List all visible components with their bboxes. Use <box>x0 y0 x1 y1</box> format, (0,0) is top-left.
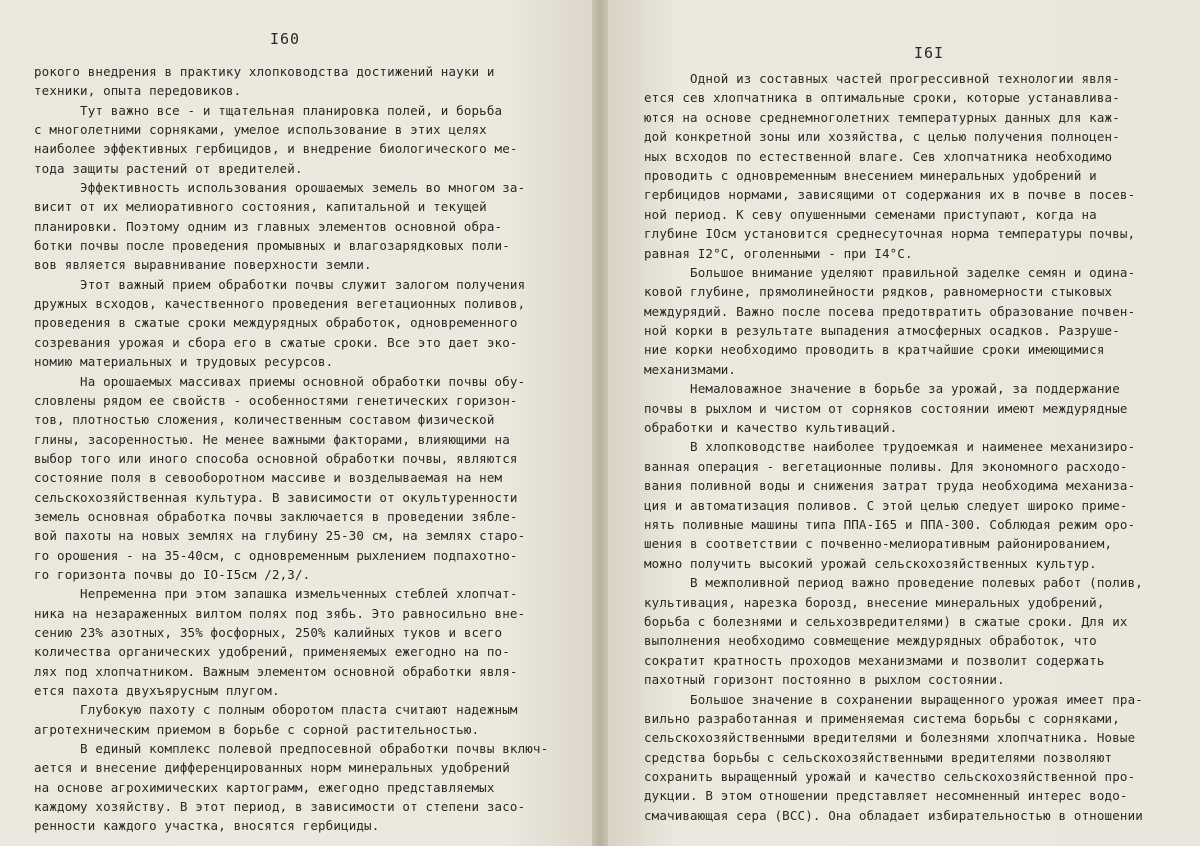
text-line: проводить с одновременным внесением минеральных удобрений и <box>644 167 1097 183</box>
text-line: го горизонта почвы до IO-I5см /2,3/. <box>34 566 311 582</box>
text-line: номию материальных и трудовых ресурсов. <box>34 354 334 370</box>
text-line: дукции. В этом отношении представляет несомненный интерес водо- <box>644 788 1128 804</box>
text-line: Эффективность использования орошаемых земель во многом за- <box>34 180 526 196</box>
text-line: В единый комплекс полевой предпосевной обработки почвы включ- <box>34 741 549 757</box>
text-line: шения в соответствии с почвенно-мелиоративным районированием, <box>644 536 1113 552</box>
text-line: можно получить высокий урожай сельскохозяйственных культур. <box>644 555 1097 571</box>
text-line: состояние поля в севооборотном массиве и возделываемая на нем <box>34 470 503 486</box>
right-page <box>608 0 1200 846</box>
text-line: ется пахота двухъярусным плугом. <box>34 683 280 698</box>
text-line: планировки. Поэтому одним из главных элементов основной обра- <box>34 218 503 234</box>
text-line: равная I2°C, оголенными - при I4°C. <box>644 245 913 261</box>
text-line: Большое значение в сохранении выращенного урожая имеет пра- <box>644 691 1143 707</box>
text-line: сельскохозяйственными вредителями и болезнями хлопчатника. Новые <box>644 730 1136 746</box>
text-line: агротехническим приемом в борьбе с сорной растительностью. <box>34 721 480 737</box>
text-line: вов является выравнивание поверхности земли. <box>34 257 372 273</box>
text-line: количества органических удобрений, применяемых ежегодно на по- <box>34 644 510 660</box>
text-line: рокого внедрения в практику хлопководства достижений науки и <box>34 64 495 79</box>
text-line: дой конкретной зоны или хозяйства, с целью получения полноцен- <box>644 129 1120 145</box>
text-line: почвы в рыхлом и чистом от сорняков состоянии имеют междурядные <box>644 400 1128 416</box>
text-line: ция и автоматизация поливов. С этой целью следует широко приме- <box>644 497 1128 513</box>
text-line: сельскохозяйственная культура. В зависимости от окультуренности <box>34 489 518 505</box>
text-line: тода защиты растений от вредителей. <box>34 160 303 176</box>
book-gutter <box>592 0 608 846</box>
text-line: го орошения - на 35-40см, с одновременным рыхлением подпахотно- <box>34 547 518 563</box>
text-line: ется сев хлопчатника в оптимальные сроки, которые устанавлива- <box>644 90 1120 106</box>
text-line: тов, плотностью сложения, количественным составом физической <box>34 412 495 428</box>
text-line: Большое внимание уделяют правильной заделке семян и одина- <box>644 264 1136 280</box>
left-page-text <box>34 62 548 836</box>
text-line: сократит кратность проходов механизмами и позволит содержать <box>644 652 1105 668</box>
right-page-text <box>644 69 1143 825</box>
text-line: ются на основе среднемноголетних температурных данных для каж- <box>644 109 1120 125</box>
left-page <box>0 0 592 846</box>
text-line: техники, опыта передовиков. <box>34 83 242 99</box>
text-line: междурядий. Важно после посева предотвратить образование почвен- <box>644 303 1136 319</box>
text-line: Глубокую пахоту с полным оборотом пласта считают надежным <box>34 702 518 718</box>
text-line: На орошаемых массивах приемы основной обработки почвы обу- <box>34 373 526 389</box>
text-line: ние корки необходимо проводить в кратчайшие сроки имеющимися <box>644 342 1105 358</box>
text-line: В хлопководстве наиболее трудоемкая и наименее механизиро- <box>644 439 1136 455</box>
text-line: Этот важный прием обработки почвы служит залогом получения <box>34 276 526 292</box>
text-line: В межполивной период важно проведение полевых работ (полив, <box>644 575 1143 591</box>
text-line: Тут важно все - и тщательная планировка полей, и борьба <box>34 102 503 118</box>
text-line: дружных всходов, качественного проведения вегетационных поливов, <box>34 296 526 312</box>
text-line: наиболее эффективных гербицидов, и внедрение биологического ме- <box>34 141 518 157</box>
right-page-number: I6I <box>914 44 945 62</box>
text-line: вой пахоты на новых землях на глубину 25-30 см, на землях старо- <box>34 528 526 544</box>
text-line: выполнения необходимо совмещение междурядных обработок, что <box>644 633 1097 649</box>
left-page-number: I60 <box>270 30 301 48</box>
text-line: глины, засоренностью. Не менее важными факторами, влияющими на <box>34 431 510 447</box>
text-line: ной период. К севу опушенными семенами приступают, когда на <box>644 206 1097 222</box>
text-line: ных всходов по естественной влаге. Сев хлопчатника необходимо <box>644 148 1113 164</box>
text-line: обработки и качество культиваций. <box>644 420 898 436</box>
text-line: на основе агрохимических картограмм, ежегодно представляемых <box>34 779 495 795</box>
text-line: ается и внесение дифференцированных норм минеральных удобрений <box>34 760 510 776</box>
text-line: нять поливные машины типа ППА-I65 и ППА-300. Соблюдая режим оро- <box>644 516 1136 532</box>
text-line: каждому хозяйству. В этот период, в зависимости от степени засо- <box>34 799 526 815</box>
text-line: вания поливной воды и снижения затрат труда необходима механиза- <box>644 478 1136 494</box>
text-line: ника на незараженных вилтом полях под зябь. Это равносильно вне- <box>34 605 526 621</box>
text-line: земель основная обработка почвы заключается в проведении зябле- <box>34 508 518 524</box>
text-line: Немаловажное значение в борьбе за урожай, за поддержание <box>644 381 1120 397</box>
text-line: висит от их мелиоративного состояния, капитальной и текущей <box>34 199 487 215</box>
text-line: словлены рядом ее свойств - особенностями генетических горизон- <box>34 392 518 408</box>
text-line: ной корки в результате выпадения атмосферных осадков. Разруше- <box>644 323 1120 339</box>
text-line: ренности каждого участка, вносятся гербициды. <box>34 818 380 834</box>
text-line: лях под хлопчатником. Важным элементом основной обработки явля- <box>34 663 518 679</box>
text-line: гербицидов нормами, зависящими от содержания их в почве в посев- <box>644 187 1136 203</box>
text-line: созревания урожая и сбора его в сжатые сроки. Все это дает эко- <box>34 334 518 350</box>
text-line: сохранить выращенный урожай и качество сельскохозяйственной про- <box>644 769 1136 785</box>
text-line: Непременна при этом запашка измельченных стеблей хлопчат- <box>34 586 518 602</box>
text-line: выбор того или иного способа основной обработки почвы, являются <box>34 450 518 466</box>
text-line: сению 23% азотных, 35% фосфорных, 250% калийных туков и всего <box>34 624 503 640</box>
text-line: проведения в сжатые сроки междурядных обработок, одновременного <box>34 315 518 331</box>
text-line: борьба с болезнями и сельхозвредителями) в сжатые сроки. Для их <box>644 613 1128 629</box>
text-line: смачивающая сера (ВСС). Она обладает избирательностью в отношении <box>644 807 1143 823</box>
text-line: с многолетними сорняками, умелое использование в этих целях <box>34 122 487 138</box>
text-line: ботки почвы после проведения промывных и влагозарядковых поли- <box>34 238 510 254</box>
text-line: механизмами. <box>644 361 737 377</box>
text-line: Одной из составных частей прогрессивной технологии явля- <box>644 71 1120 86</box>
text-line: ванная операция - вегетационные поливы. Для экономного расходо- <box>644 458 1128 474</box>
text-line: культивация, нарезка борозд, внесение минеральных удобрений, <box>644 594 1105 610</box>
text-line: ковой глубине, прямолинейности рядков, равномерности стыковых <box>644 284 1113 300</box>
text-line: вильно разработанная и применяемая система борьбы с сорняками, <box>644 710 1120 726</box>
text-line: глубине IOсм установится среднесуточная норма температуры почвы, <box>644 226 1136 242</box>
text-line: пахотный горизонт постоянно в рыхлом состоянии. <box>644 672 1005 688</box>
text-line: средства борьбы с сельскохозяйственными вредителями позволяют <box>644 749 1113 765</box>
